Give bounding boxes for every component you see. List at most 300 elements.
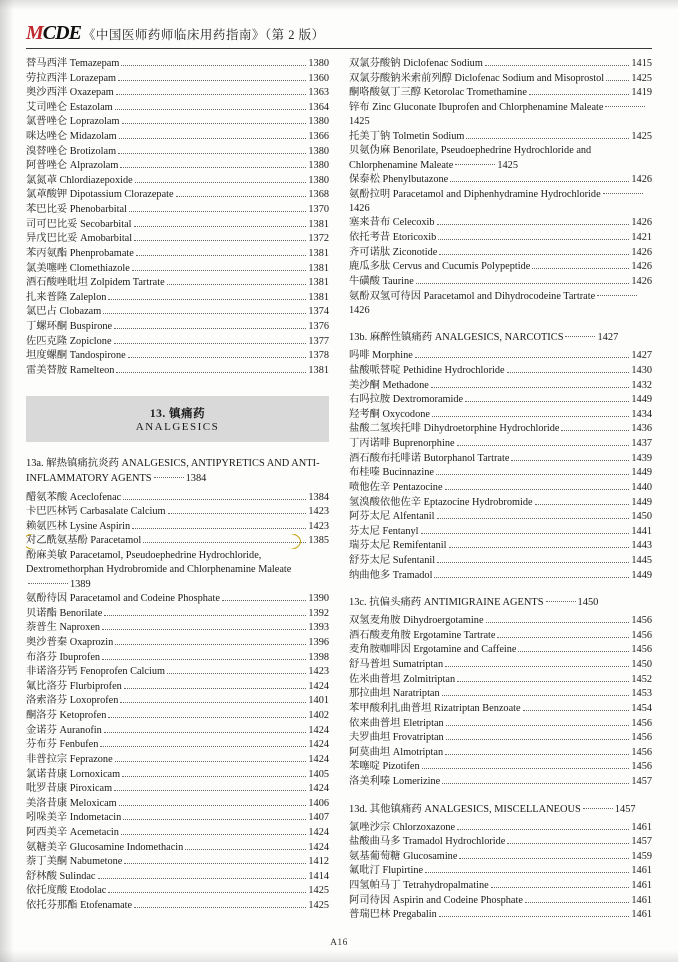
toc-entry[interactable] [349, 687, 652, 702]
toc-entry-label [26, 870, 96, 885]
leader-dots [118, 76, 306, 81]
toc-entry[interactable] [26, 276, 329, 291]
toc-entry-page: 1425 [497, 159, 518, 171]
toc-entry-page: 1452 [631, 673, 652, 685]
leader-dots [439, 250, 629, 255]
leader-dots [168, 509, 307, 514]
toc-entry[interactable] [349, 496, 652, 511]
toc-entry-label [349, 775, 440, 790]
toc-entry[interactable] [26, 592, 329, 607]
toc-entry[interactable] [26, 72, 329, 87]
toc-entry-label [349, 130, 464, 145]
toc-entry[interactable] [349, 349, 652, 364]
toc-entry-page: 1415 [631, 58, 652, 69]
toc-entry[interactable] [26, 811, 329, 826]
toc-entry-page: 1461 [631, 909, 652, 921]
toc-entry-label-cn: 氨基葡萄糖 [349, 850, 401, 862]
toc-entry-page: 1437 [631, 438, 652, 450]
toc-entry[interactable] [349, 879, 652, 894]
toc-entry-label [26, 797, 117, 812]
toc-entry[interactable] [26, 247, 329, 262]
toc-entry-label-cn: 替马西泮 [26, 58, 68, 69]
toc-entry[interactable] [349, 231, 652, 246]
leader-dots [114, 338, 307, 343]
toc-entry-page: 1457 [631, 836, 652, 848]
toc-entry[interactable] [26, 86, 329, 101]
leader-dots [457, 825, 629, 830]
toc-entry-label-cn: 氨酚待因 [26, 593, 68, 605]
leader-dots [605, 106, 645, 107]
toc-entry[interactable] [26, 291, 329, 306]
toc-entry[interactable] [349, 864, 652, 879]
toc-entry-label-cn: 苯噻啶 [349, 761, 380, 773]
subsection-13b-cn: 13b. 麻醉性镇痛药 [349, 332, 433, 344]
toc-entry-page: 1380 [308, 116, 329, 128]
leader-dots [122, 119, 307, 124]
toc-entry-label-cn: 金诺芬 [26, 724, 57, 736]
leader-dots [597, 295, 637, 296]
toc-entry[interactable] [26, 349, 329, 364]
toc-entry-label [26, 855, 122, 870]
toc-entry[interactable] [349, 130, 652, 145]
toc-entry[interactable] [26, 826, 329, 841]
subsection-13d-cn: 13d. 其他镇痛药 [349, 803, 422, 815]
toc-entry[interactable] [349, 144, 652, 173]
leader-dots [116, 368, 306, 373]
toc-entry-label [26, 218, 132, 233]
toc-entry[interactable] [26, 520, 329, 535]
toc-entry-label [349, 452, 509, 467]
toc-entry[interactable] [26, 753, 329, 768]
toc-entry-label-en: Ergotamine and Caffeine [413, 644, 517, 656]
toc-entry-label-en: Glucosamine [403, 850, 458, 862]
toc-entry[interactable] [26, 262, 329, 277]
toc-entry-label-en: Tolmetin Sodium [392, 130, 465, 142]
leader-dots [108, 888, 306, 893]
subsection-heading-13d [349, 802, 652, 817]
leader-dots [102, 625, 306, 630]
toc-entry[interactable] [349, 539, 652, 554]
toc-entry-label [349, 643, 516, 658]
toc-entry[interactable] [26, 218, 329, 233]
leader-dots [115, 105, 307, 110]
toc-entry-label-cn: 洛索洛芬 [26, 695, 68, 707]
toc-entry-label-en: Flupirtine [382, 865, 424, 877]
toc-entry-page: 1426 [631, 217, 652, 229]
toc-entry-label [349, 746, 443, 761]
toc-entry[interactable] [349, 290, 652, 319]
toc-entry-label-en: Aceclofenac [69, 491, 122, 503]
toc-entry[interactable] [349, 422, 652, 437]
toc-entry[interactable] [26, 130, 329, 145]
toc-entry-page: 1461 [631, 821, 652, 833]
toc-entry-label [349, 364, 505, 379]
toc-entry[interactable] [26, 320, 329, 335]
leader-dots [445, 662, 629, 667]
toc-entry[interactable] [26, 364, 329, 379]
toc-entry-page: 1368 [308, 189, 329, 201]
toc-entry[interactable] [26, 174, 329, 189]
toc-entry-label-en: Feprazone [69, 753, 113, 765]
toc-entry-label-en: Frovatriptan [392, 732, 444, 744]
toc-entry-label [26, 291, 106, 306]
toc-entry[interactable] [26, 145, 329, 160]
toc-entry-label-en: Paracetamol, Pseudoephedrine Hydrochloride, Dextromethorphan Hydrobromide and Chlorphenamine Maleate [26, 550, 292, 576]
toc-entry-label-cn: 依托度酸 [26, 885, 68, 897]
toc-entry[interactable] [349, 188, 652, 217]
toc-entry-label-cn: 双氯芬酸钠 [349, 58, 401, 69]
toc-entry-label-cn: 氨糖美辛 [26, 841, 68, 853]
toc-entry[interactable] [349, 629, 652, 644]
toc-entry[interactable] [26, 841, 329, 856]
toc-entry[interactable] [349, 673, 652, 688]
toc-entry-label-cn: 扎来普隆 [26, 291, 68, 303]
leader-dots [437, 558, 629, 563]
toc-entry[interactable] [349, 850, 652, 865]
toc-entry-label [349, 86, 527, 101]
toc-entry[interactable] [26, 694, 329, 709]
leader-dots [102, 655, 306, 660]
toc-entry-label [349, 246, 437, 261]
toc-entry-page: 1380 [308, 145, 329, 157]
toc-entry-label-en: Taurine [382, 275, 414, 287]
toc-entry-page: 1434 [631, 408, 652, 420]
toc-entry-label-en: Lornoxicam [69, 768, 121, 780]
toc-entry-label-en: Alfentanil [392, 511, 435, 523]
toc-entry-label-cn: 盐酸二氢埃托啡 [349, 423, 422, 435]
toc-entry[interactable] [349, 614, 652, 629]
toc-entry[interactable] [26, 651, 329, 666]
toc-entry-label [349, 57, 483, 72]
toc-entry-label [349, 408, 430, 423]
leader-dots [134, 222, 307, 227]
toc-entry-label [26, 534, 141, 549]
toc-entry-label-en: Butorphanol Tartrate [423, 452, 510, 464]
toc-entry-label-en: Zolmitriptan [403, 673, 456, 685]
leader-dots [459, 854, 629, 859]
toc-entry[interactable] [349, 481, 652, 496]
toc-entry[interactable] [26, 782, 329, 797]
toc-entry-label [26, 592, 220, 607]
toc-entry-page: 1363 [308, 87, 329, 99]
toc-entry-page: 1454 [631, 702, 652, 714]
toc-entry-label-cn: 艾司唑仑 [26, 101, 68, 113]
leader-dots [104, 611, 306, 616]
toc-entry-page: 1424 [308, 739, 329, 751]
toc-entry[interactable] [26, 305, 329, 320]
toc-entry[interactable] [349, 57, 652, 72]
toc-entry[interactable] [349, 393, 652, 408]
toc-entry[interactable] [349, 908, 652, 923]
toc-entry-label [26, 349, 126, 364]
toc-entry[interactable] [26, 738, 329, 753]
toc-entry-page: 1459 [631, 850, 652, 862]
leader-dots [185, 844, 306, 849]
leader-dots [446, 735, 630, 740]
toc-entry-label-cn: 麦角胺咖啡因 [349, 644, 411, 656]
subsection-13d-en: ANALGESICS, MISCELLANEOUS [424, 803, 581, 815]
toc-entry[interactable] [26, 884, 329, 899]
toc-entry-page: 1424 [308, 783, 329, 795]
toc-entry[interactable] [349, 275, 652, 290]
toc-entry-label-cn: 氯巴占 [26, 306, 57, 318]
toc-entry[interactable] [349, 525, 652, 540]
toc-entry-page: 1423 [308, 520, 329, 532]
toc-entry[interactable] [26, 57, 329, 72]
toc-entry-page: 1381 [308, 247, 329, 259]
toc-entry-page: 1360 [308, 72, 329, 84]
leader-dots [436, 470, 629, 475]
toc-entry-page: 1461 [631, 865, 652, 877]
toc-entry-label [349, 349, 413, 364]
toc-entry-label-cn: 酮洛芬 [26, 710, 57, 722]
toc-entry-page: 1461 [631, 880, 652, 892]
toc-entry-label-cn: 依来曲普坦 [349, 717, 401, 729]
subsection-13a-page: 1384 [185, 473, 207, 485]
toc-entry[interactable] [349, 173, 652, 188]
leader-dots [222, 596, 307, 601]
toc-entry-label-en: Lomerizine [392, 775, 441, 787]
toc-entry[interactable] [349, 569, 652, 584]
toc-entry[interactable] [349, 746, 652, 761]
toc-entry[interactable] [349, 216, 652, 231]
toc-entry-page: 1402 [308, 710, 329, 722]
toc-entry-label [26, 753, 113, 768]
toc-entry-page: 1432 [631, 379, 652, 391]
toc-entry-label-cn: 托美丁钠 [349, 130, 391, 142]
toc-entry[interactable] [26, 534, 329, 549]
toc-entry-label-en: Benorilate, Pseudoephedrine Hydrochloride and Chlorphenamine Maleate [349, 145, 592, 171]
toc-entry[interactable] [26, 797, 329, 812]
toc-entry-label [26, 651, 100, 666]
toc-entry-label-cn: 氟比洛芬 [26, 680, 68, 692]
toc-entry[interactable] [26, 680, 329, 695]
toc-entry-label-en: Dihydroetorphine Hydrochloride [423, 423, 560, 435]
toc-entry-label-cn: 塞来昔布 [349, 217, 391, 229]
toc-entry[interactable] [349, 101, 652, 130]
toc-entry[interactable] [349, 821, 652, 836]
toc-entry-label: 锌布 [349, 101, 373, 113]
toc-entry[interactable] [349, 731, 652, 746]
toc-entry[interactable] [26, 101, 329, 116]
toc-entry-label-en: Loxoprofen [69, 695, 119, 707]
toc-entry-label-en: Pregabalin [392, 909, 437, 921]
toc-entry[interactable] [26, 709, 329, 724]
toc-entry-label-cn: 氯唑沙宗 [349, 821, 391, 833]
toc-entry[interactable] [349, 437, 652, 452]
leader-dots [486, 618, 630, 623]
leader-dots [28, 583, 68, 584]
toc-entry[interactable] [26, 636, 329, 651]
toc-entry-page: 1406 [308, 797, 329, 809]
toc-entry-page: 1439 [631, 452, 652, 464]
toc-entry[interactable] [349, 364, 652, 379]
toc-entry[interactable] [26, 232, 329, 247]
toc-entry-label-cn: 双氯芬酸钠米索前列醇 [349, 72, 452, 84]
toc-entry[interactable] [26, 607, 329, 622]
toc-entry-label [26, 782, 112, 797]
toc-entry-page: 1376 [308, 320, 329, 332]
toc-entry[interactable] [26, 768, 329, 783]
toc-entry-label [26, 811, 121, 826]
toc-entry[interactable] [349, 452, 652, 467]
toc-entry-label-cn: 非诺洛芬钙 [26, 666, 78, 678]
toc-entry-page: 1381 [308, 277, 329, 289]
leader-dots [529, 90, 630, 95]
toc-entry[interactable] [349, 466, 652, 481]
toc-entry-label-cn: 氟吡汀 [349, 865, 380, 877]
leader-dots [565, 336, 595, 337]
leader-dots [535, 499, 630, 504]
toc-entry[interactable] [26, 899, 329, 914]
toc-entry-label-cn: 贝诺酯 [26, 607, 57, 619]
toc-entry[interactable] [26, 491, 329, 506]
toc-entry-page: 1425 [308, 900, 329, 912]
toc-entry-label [26, 130, 117, 145]
leader-dots [103, 309, 306, 314]
toc-entry[interactable] [26, 724, 329, 739]
toc-entry-page: 1364 [308, 101, 329, 113]
toc-entry[interactable] [349, 643, 652, 658]
leader-dots [532, 264, 629, 269]
toc-entry-label-cn: 美洛昔康 [26, 797, 68, 809]
toc-entry-label-cn: 苯丙氨酯 [26, 247, 68, 259]
toc-entry-label [349, 525, 419, 540]
toc-entry-label-cn: 美沙酮 [349, 379, 380, 391]
toc-entry-label-en: Paracetamol and Codeine Phosphate [69, 593, 220, 605]
leader-dots [115, 757, 307, 762]
toc-entry[interactable] [26, 665, 329, 680]
toc-entry[interactable] [349, 379, 652, 394]
toc-entry[interactable] [26, 621, 329, 636]
leader-dots [115, 640, 306, 645]
leader-dots [123, 494, 306, 499]
toc-entry-label-en: Temazepam [69, 58, 120, 69]
toc-entry-label [26, 826, 119, 841]
toc-entry-page: 1449 [631, 467, 652, 479]
toc-entry[interactable] [349, 658, 652, 673]
toc-entry-label-cn: 吡罗昔康 [26, 783, 68, 795]
toc-entry-label-cn: 酒石酸唑吡坦 [26, 277, 88, 289]
toc-entry-label-en: Oxycodone [382, 408, 430, 420]
scan-edge-shadow-left [0, 0, 14, 962]
toc-entry-label [349, 629, 495, 644]
leader-dots [128, 353, 307, 358]
toc-entry-page: 1381 [308, 364, 329, 376]
toc-entry[interactable] [26, 335, 329, 350]
toc-entry[interactable] [349, 702, 652, 717]
toc-entry-label-cn: 右吗拉胺 [349, 394, 391, 406]
leader-dots [422, 764, 630, 769]
toc-entry-label-cn: 溴替唑仑 [26, 145, 68, 157]
toc-entry[interactable] [349, 717, 652, 732]
toc-entry-page: 1424 [308, 724, 329, 736]
leader-dots [114, 786, 306, 791]
toc-entry[interactable] [349, 246, 652, 261]
toc-entry-label [26, 709, 106, 724]
toc-entry[interactable] [26, 549, 329, 592]
toc-entry-label-en: Ketorolac Tromethamine [423, 87, 527, 99]
toc-entry-label-en: Tandospirone [69, 350, 126, 362]
toc-entry[interactable] [349, 835, 652, 850]
toc-entry[interactable] [349, 554, 652, 569]
toc-entry[interactable] [26, 115, 329, 130]
leader-dots [416, 279, 630, 284]
toc-entry-label-cn: 舒马普坦 [349, 659, 391, 671]
toc-entry[interactable] [349, 775, 652, 790]
toc-entry-label-en: Phenprobamate [69, 247, 134, 259]
toc-entry-label-en: Etodolac [69, 885, 107, 897]
toc-entry[interactable] [349, 760, 652, 775]
leader-dots [497, 633, 629, 638]
toc-entry[interactable] [349, 72, 652, 87]
toc-entry-label [349, 879, 489, 894]
toc-entry-label [349, 275, 414, 290]
toc-entry-page: 1425 [631, 72, 652, 84]
leader-dots [465, 397, 629, 402]
toc-entry-page: 1412 [308, 856, 329, 868]
toc-entry-label-en: Tramadol Hydrochloride [403, 836, 506, 848]
right-entries-top [349, 57, 652, 318]
toc-entry-label-en: Rizatriptan Benzoate [433, 702, 521, 714]
toc-entry-label-cn: 舒林酸 [26, 870, 57, 882]
toc-entry-label-cn: 芬太尼 [349, 525, 380, 537]
toc-entry-label-cn: 阿西美辛 [26, 826, 68, 838]
toc-entry[interactable] [349, 408, 652, 423]
toc-entry[interactable] [26, 505, 329, 520]
subsection-13c-cn: 13c. 抗偏头痛药 [349, 597, 422, 609]
toc-entry[interactable] [26, 159, 329, 174]
toc-entry[interactable] [26, 870, 329, 885]
toc-entry[interactable] [349, 510, 652, 525]
toc-entry-label-en: Glucosamine Indomethacin [69, 841, 184, 853]
toc-entry-page: 1453 [631, 688, 652, 700]
toc-entry-label [349, 850, 457, 865]
subsection-heading-13c [349, 595, 652, 610]
toc-entry[interactable] [26, 203, 329, 218]
toc-entry-label-cn: 非普拉宗 [26, 753, 68, 765]
toc-entry-page: 1456 [631, 717, 652, 729]
toc-entry-label: 贝氨伪麻 [349, 145, 393, 157]
toc-entry[interactable] [349, 894, 652, 909]
leader-dots [121, 830, 306, 835]
toc-entry-label [26, 188, 174, 203]
scan-edge-shadow-top [0, 0, 678, 10]
logo [26, 22, 81, 45]
header-title: 《中国医师药师临床用药指南》（第 2 版） [82, 28, 325, 42]
toc-entry-page: 1393 [308, 622, 329, 634]
toc-entry-label-cn: 鹿瓜多肽 [349, 261, 391, 273]
toc-entry[interactable] [26, 188, 329, 203]
toc-entry-page: 1426 [631, 275, 652, 287]
toc-entry-label-en: Celecoxib [392, 217, 435, 229]
leader-dots [450, 177, 629, 182]
leader-dots [434, 572, 629, 577]
toc-entry-page: 1366 [308, 131, 329, 143]
toc-entry-label [26, 505, 166, 520]
toc-entry[interactable] [349, 86, 652, 101]
leader-dots [507, 368, 630, 373]
toc-entry-label [349, 760, 420, 775]
toc-entry-label-cn: 劳拉西泮 [26, 72, 68, 84]
toc-entry-page: 1426 [631, 261, 652, 273]
toc-entry-label-en: Fenbufen [59, 739, 99, 751]
toc-entry[interactable] [349, 260, 652, 275]
toc-entry-label-cn: 吗啡 [349, 350, 370, 362]
toc-entry-label-en: Eptazocine Hydrobromide [423, 496, 533, 508]
right-entries-13c [349, 614, 652, 789]
toc-entry[interactable] [26, 855, 329, 870]
